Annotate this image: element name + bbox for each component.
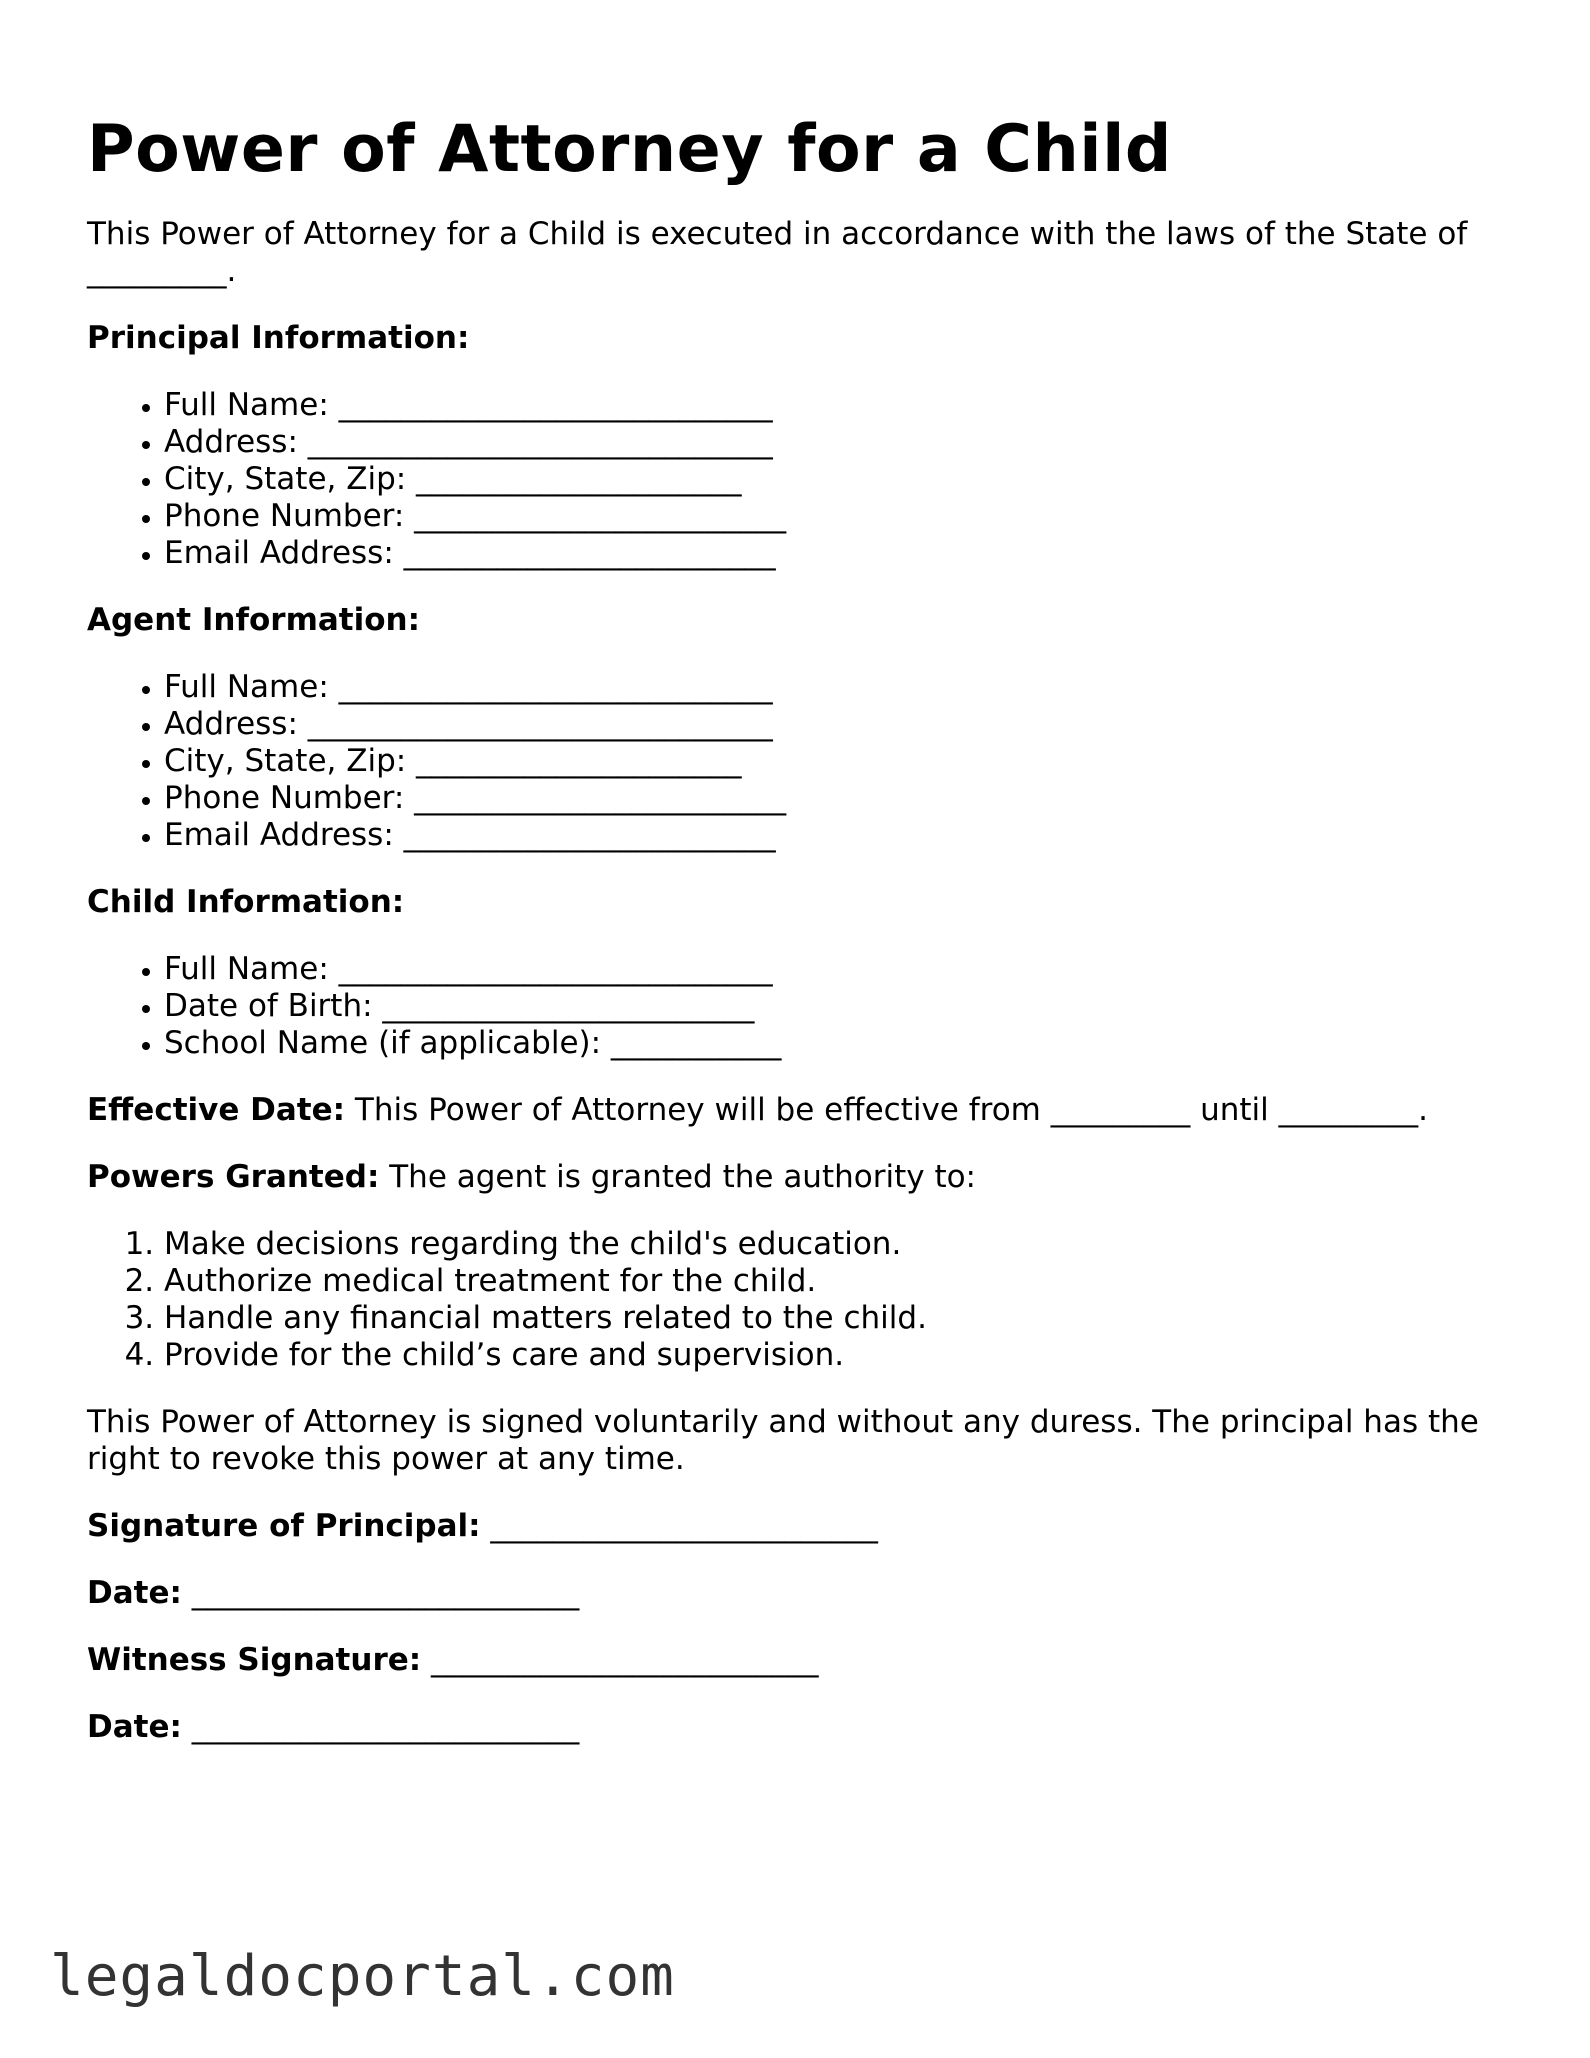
powers-granted-label: Powers Granted: (87, 1159, 380, 1195)
powers-list (87, 1226, 1507, 1374)
child-full-name-field: • Full Name: ____________________________ (164, 951, 1507, 988)
document-title: Power of Attorney for a Child (87, 112, 1172, 187)
effective-date-label: Effective Date: (87, 1092, 346, 1128)
principal-phone-field: • Phone Number: ________________________ (164, 498, 1507, 535)
witness-date-label: Date: (87, 1709, 182, 1745)
agent-field-list (87, 669, 1507, 854)
effective-date-text: This Power of Attorney will be effective from _________ until _________. (345, 1092, 1428, 1128)
witness-signature-line (87, 1642, 1507, 1679)
witness-signature-label: Witness Signature: (87, 1642, 422, 1678)
effective-date-paragraph (87, 1092, 1507, 1129)
agent-phone-field: • Phone Number: ________________________ (164, 780, 1507, 817)
child-heading: Child Information: (87, 884, 405, 920)
power-item-medical: 2. Authorize medical treatment for the child. (164, 1263, 1507, 1300)
principal-date-blank: _________________________ (181, 1575, 580, 1611)
document-page (87, 108, 1507, 1746)
agent-email-field: • Email Address: ________________________ (164, 817, 1507, 854)
principal-signature-label: Signature of Principal: (87, 1508, 481, 1544)
principal-heading: Principal Information: (87, 320, 470, 356)
witness-date-line (87, 1709, 1507, 1746)
principal-full-name-field: • Full Name: ____________________________ (164, 387, 1507, 424)
footer-watermark: legaldocportal.com (50, 1944, 675, 2009)
power-item-financial: 3. Handle any financial matters related to the child. (164, 1300, 1507, 1337)
principal-signature-line (87, 1508, 1507, 1545)
power-item-education: 1. Make decisions regarding the child's education. (164, 1226, 1507, 1263)
principal-email-field: • Email Address: ________________________ (164, 535, 1507, 572)
principal-city-state-zip-field: • City, State, Zip: _____________________ (164, 461, 1507, 498)
child-school-name-field: • School Name (if applicable): ___________ (164, 1025, 1507, 1062)
agent-city-state-zip-field: • City, State, Zip: _____________________ (164, 743, 1507, 780)
intro-paragraph: This Power of Attorney for a Child is executed in accordance with the laws of the State of _________. (87, 216, 1468, 289)
agent-full-name-field: • Full Name: ____________________________ (164, 669, 1507, 706)
child-field-list (87, 951, 1507, 1062)
powers-granted-text: The agent is granted the authority to: (379, 1159, 977, 1195)
principal-field-list (87, 387, 1507, 572)
principal-date-line (87, 1575, 1507, 1612)
child-date-of-birth-field: • Date of Birth: ________________________ (164, 988, 1507, 1025)
principal-address-field: • Address: ______________________________ (164, 424, 1507, 461)
principal-date-label: Date: (87, 1575, 182, 1611)
principal-signature-blank: _________________________ (480, 1508, 878, 1544)
power-item-care: 4. Provide for the child’s care and supervision. (164, 1337, 1507, 1374)
witness-date-blank: _________________________ (181, 1709, 580, 1745)
agent-heading: Agent Information: (87, 602, 420, 638)
powers-granted-paragraph (87, 1159, 1507, 1196)
witness-signature-blank: _________________________ (421, 1642, 819, 1678)
agent-address-field: • Address: ______________________________ (164, 706, 1507, 743)
voluntary-statement: This Power of Attorney is signed voluntarily and without any duress. The principal has the right to revoke this power at any time. (87, 1404, 1479, 1477)
